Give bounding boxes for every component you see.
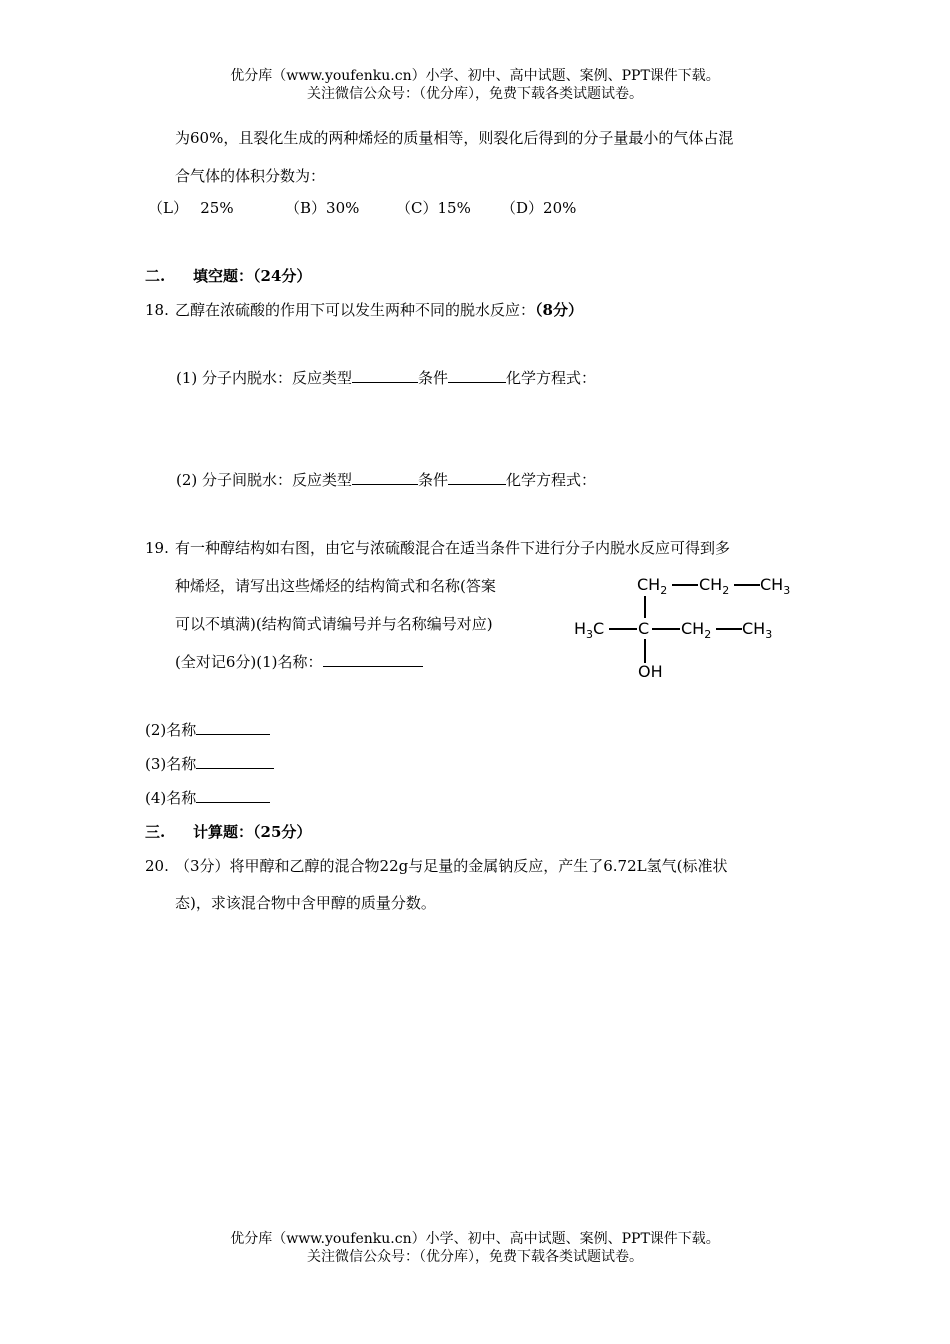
q18-part2-prefix: (2) 分子间脱水：反应类型 xyxy=(176,471,353,489)
q19-text-line-3: 可以不填满)(结构简式请编号并与名称编号对应) xyxy=(175,615,493,633)
q19-name-2-label: (2)名称 xyxy=(145,721,197,739)
structure-ch3-top: $CH_3$ xyxy=(760,575,791,598)
structure-ch2-right: $CH_2$ xyxy=(681,619,712,642)
bond-right-1 xyxy=(652,628,680,630)
q19-name-3-label: (3)名称 xyxy=(145,755,197,773)
q18-stem-text: 乙醇在浓硫酸的作用下可以发生两种不同的脱水反应： xyxy=(175,301,536,319)
q18-part1-equation-label: 化学方程式： xyxy=(506,369,597,387)
q20-text-line-2: 态)，求该混合物中含甲醇的质量分数。 xyxy=(175,894,436,912)
header-line-1: 优分库（www.youfenku.cn）小学、初中、高中试题、案例、PPT课件下载。 xyxy=(230,68,720,84)
q19-name-4-label: (4)名称 xyxy=(145,789,197,807)
footer-line-1: 优分库（www.youfenku.cn）小学、初中、高中试题、案例、PPT课件下载。 xyxy=(230,1231,720,1247)
q19-name-4 xyxy=(145,788,270,808)
q18-part1-condition-label: 条件 xyxy=(418,369,449,387)
q17-text-line-1: 为60%，且裂化生成的两种烯烃的质量相等，则裂化后得到的分子量最小的气体占混 xyxy=(175,129,734,147)
q19-name-4-blank[interactable] xyxy=(196,788,270,803)
q19-name-1-blank[interactable] xyxy=(323,652,423,667)
bond-left xyxy=(609,628,637,630)
bond-right-2 xyxy=(716,628,742,630)
q17-option-d: （D）20% xyxy=(501,199,577,217)
structure-h3c: $H_3C$ xyxy=(574,619,605,642)
structure-ch3-right: $CH_3$ xyxy=(742,619,773,642)
bond-vertical-top xyxy=(644,596,646,618)
q18-stem xyxy=(175,300,583,320)
q17-option-b: （B）30% xyxy=(285,199,360,217)
q18-part2-condition-blank[interactable] xyxy=(448,470,506,485)
header-line-2: 关注微信公众号：（优分库），免费下载各类试题试卷。 xyxy=(307,86,643,102)
section2-title: 填空题：（24分） xyxy=(193,267,312,285)
q20-text-line-1: （3分）将甲醇和乙醇的混合物22g与足量的金属钠反应，产生了6.72L氢气(标准状 xyxy=(175,857,728,875)
q19-name-2-blank[interactable] xyxy=(196,720,270,735)
structure-ch2-top: $CH_2$ xyxy=(637,575,668,598)
q19-name-3 xyxy=(145,754,274,774)
section3-title: 计算题：（25分） xyxy=(193,823,312,841)
q18-number: 18. xyxy=(145,301,169,319)
q19-text-line-4 xyxy=(175,652,423,672)
q17-option-a: （L） 25% xyxy=(148,199,234,217)
q18-part1-condition-blank[interactable] xyxy=(448,368,506,383)
bond-top-1 xyxy=(672,584,698,586)
structure-oh: OH xyxy=(638,662,663,681)
section3-number: 三. xyxy=(145,823,166,841)
footer-line-2: 关注微信公众号：（优分库），免费下载各类试题试卷。 xyxy=(307,1249,643,1265)
q18-part1-type-blank[interactable] xyxy=(352,368,418,383)
q19-number: 19. xyxy=(145,539,169,557)
bond-vertical-bottom xyxy=(644,639,646,663)
q18-part2 xyxy=(176,470,596,490)
structure-ch2-mid: $CH_2$ xyxy=(699,575,730,598)
q20-number: 20. xyxy=(145,857,169,875)
q18-part2-condition-label: 条件 xyxy=(418,471,449,489)
q19-text-line-1: 有一种醇结构如右图，由它与浓硫酸混合在适当条件下进行分子内脱水反应可得到多 xyxy=(175,539,731,557)
q19-text-line-2: 种烯烃，请写出这些烯烃的结构简式和名称(答案 xyxy=(175,577,496,595)
q19-line-4-label: (全对记6分)(1)名称： xyxy=(175,653,323,671)
q18-part1-prefix: (1) 分子内脱水：反应类型 xyxy=(176,369,353,387)
section2-number: 二. xyxy=(145,267,166,285)
q17-text-line-2: 合气体的体积分数为： xyxy=(175,167,326,185)
q18-part2-equation-label: 化学方程式： xyxy=(506,471,597,489)
q17-option-c: （C）15% xyxy=(396,199,471,217)
bond-top-2 xyxy=(734,584,760,586)
q19-name-2 xyxy=(145,720,270,740)
q18-points: （8分） xyxy=(535,301,583,319)
q18-part1 xyxy=(176,368,596,388)
q18-part2-type-blank[interactable] xyxy=(352,470,418,485)
structure-c-center: C xyxy=(638,619,650,638)
q19-name-3-blank[interactable] xyxy=(196,754,274,769)
